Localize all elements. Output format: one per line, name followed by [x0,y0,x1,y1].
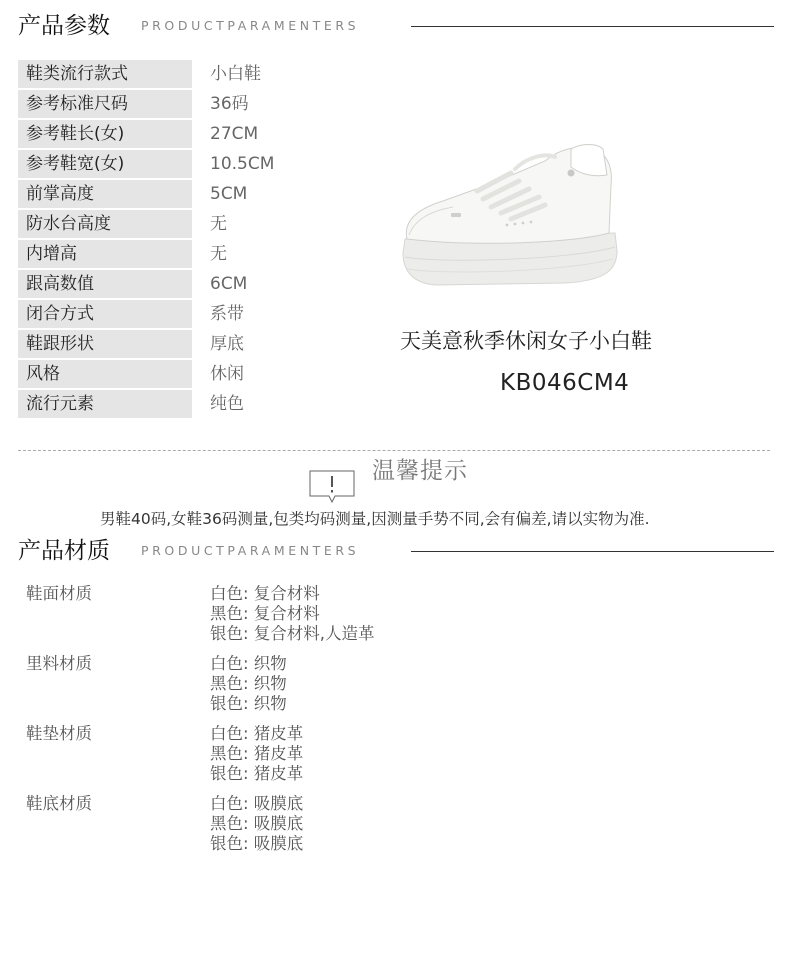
params-row [18,120,398,150]
materials-list [26,584,726,864]
param-value: 36码 [210,94,249,114]
params-row [18,210,398,240]
material-value: 黑色: 猪皮革 [210,744,304,763]
param-value: 系带 [210,304,244,324]
params-row [18,180,398,210]
params-row [18,300,398,330]
param-label: 前掌高度 [18,180,192,208]
material-value: 黑色: 吸膜底 [210,814,304,833]
param-value: 厚底 [210,334,244,354]
section-subtitle: PRODUCTPARAMENTERS [141,18,360,33]
material-value: 白色: 复合材料 [210,584,320,603]
param-value: 纯色 [210,394,244,414]
param-label: 鞋类流行款式 [18,60,192,88]
param-label: 参考鞋长(女) [18,120,192,148]
exclamation-icon [309,470,355,504]
param-value: 无 [210,214,227,234]
material-value: 银色: 猪皮革 [210,764,304,783]
material-item [26,794,726,854]
param-label: 流行元素 [18,390,192,418]
material-label: 鞋面材质 [26,584,92,603]
param-value: 无 [210,244,227,264]
param-label: 跟高数值 [18,270,192,298]
params-row [18,90,398,120]
material-value: 银色: 织物 [210,694,287,713]
param-label: 鞋跟形状 [18,330,192,358]
material-value: 白色: 织物 [210,654,287,673]
dashed-divider [18,450,770,451]
params-row [18,150,398,180]
product-image-sneaker [395,135,625,300]
material-item [26,584,726,644]
material-value: 银色: 吸膜底 [210,834,304,853]
material-item [26,654,726,714]
material-value: 银色: 复合材料,人造革 [210,624,375,643]
param-value: 休闲 [210,364,244,384]
params-row [18,270,398,300]
param-label: 参考鞋宽(女) [18,150,192,178]
material-item [26,724,726,784]
params-table [18,60,398,420]
param-value: 10.5CM [210,154,275,174]
material-values [210,724,303,784]
section-divider [411,551,774,552]
section-title: 产品参数 [18,13,110,39]
params-row [18,330,398,360]
material-label: 里料材质 [26,654,92,673]
section-divider [411,26,774,27]
params-row [18,60,398,90]
section-subtitle: PRODUCTPARAMENTERS [141,543,360,558]
product-name: 天美意秋季休闲女子小白鞋 [400,329,652,353]
params-row [18,360,398,390]
material-value: 白色: 吸膜底 [210,794,304,813]
section-header-materials [18,535,774,567]
params-row [18,240,398,270]
param-label: 风格 [18,360,192,388]
param-label: 内增高 [18,240,192,268]
notice-title: 温馨提示 [372,458,468,484]
param-value: 6CM [210,274,248,294]
material-value: 白色: 猪皮革 [210,724,304,743]
params-row [18,390,398,420]
param-value: 5CM [210,184,248,204]
material-values [210,654,287,714]
product-code: KB046CM4 [500,370,630,396]
material-value: 黑色: 织物 [210,674,287,693]
material-label: 鞋垫材质 [26,724,92,743]
param-label: 参考标准尺码 [18,90,192,118]
material-label: 鞋底材质 [26,794,92,813]
param-value: 27CM [210,124,259,144]
notice-text: 男鞋40码,女鞋36码测量,包类均码测量,因测量手势不同,会有偏差,请以实物为准. [100,510,650,528]
material-values [210,794,303,854]
section-header-params [18,10,774,42]
param-label: 防水台高度 [18,210,192,238]
material-value: 黑色: 复合材料 [210,604,320,623]
param-label: 闭合方式 [18,300,192,328]
param-value: 小白鞋 [210,64,261,84]
section-title: 产品材质 [18,538,110,564]
material-values [210,584,375,644]
